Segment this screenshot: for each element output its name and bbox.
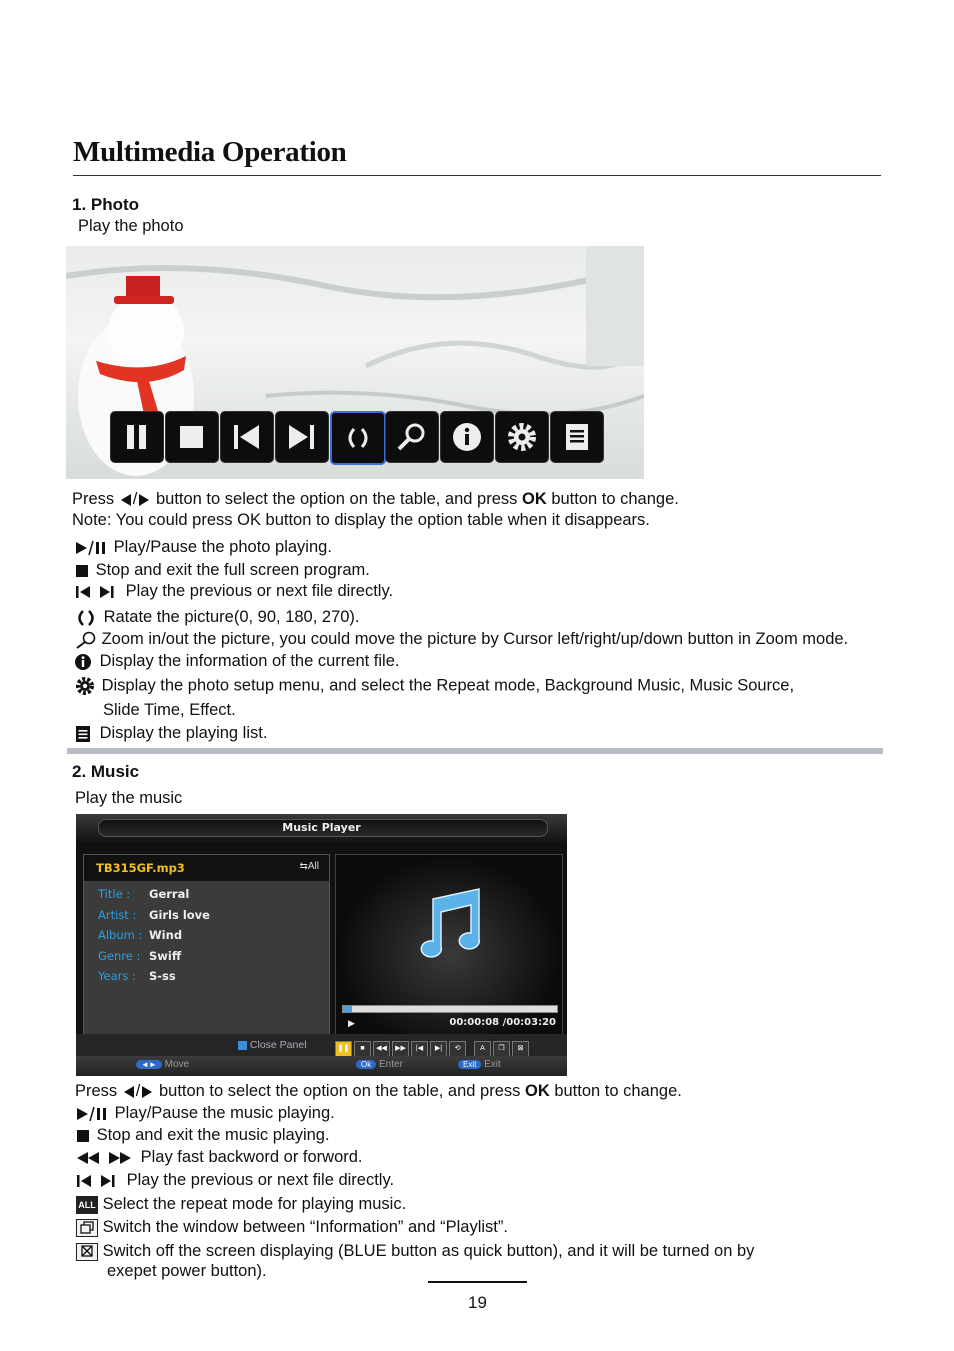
music-item-screen-off: Switch off the screen displaying (BLUE button as quick button), and it will be turned on by	[76, 1242, 754, 1261]
metadata-list	[98, 887, 210, 990]
section-separator	[67, 748, 883, 754]
metadata-label: Album :	[98, 928, 143, 942]
stop-icon	[76, 1129, 92, 1143]
pause-icon	[121, 421, 153, 453]
playlist-icon	[561, 421, 593, 453]
photo-heading: 1. Photo	[72, 195, 140, 214]
photo-item-zoom: Zoom in/out the picture, you could move the picture by Cursor left/right/up/down button in Zoom mode.	[75, 630, 848, 649]
page-number: 19	[468, 1293, 487, 1312]
play-indicator-icon: ▶	[348, 1018, 355, 1028]
fast-backward-button[interactable]	[373, 1041, 390, 1057]
music-item-prevnext: Play the previous or next file directly.	[76, 1171, 394, 1190]
page-title: Multimedia Operation	[73, 136, 347, 168]
toolbar-rotate-button[interactable]	[330, 411, 386, 465]
left-arrow-icon	[122, 1085, 136, 1099]
photo-item-rotate: Ratate the picture(0, 90, 180, 270).	[75, 608, 360, 627]
metadata-value: S-ss	[149, 969, 176, 983]
repeat-indicator: ⇆All	[299, 861, 319, 872]
stop-icon: ■	[360, 1045, 365, 1052]
music-item-screen-off-cont: exepet power button).	[107, 1262, 267, 1280]
photo-note: Note: You could press OK button to display the option table when it disappears.	[72, 511, 650, 529]
left-arrow-icon	[119, 493, 133, 507]
stop-button[interactable]	[354, 1041, 371, 1057]
toolbar-previous-button[interactable]	[220, 411, 274, 463]
metadata-row	[98, 949, 210, 970]
metadata-value: Wind	[149, 928, 183, 942]
photo-item-prevnext: Play the previous or next file directly.	[75, 582, 393, 601]
metadata-label: Genre :	[98, 948, 141, 963]
info-panel	[83, 854, 330, 1036]
fast-forward-button[interactable]	[392, 1041, 409, 1057]
blue-square-icon	[238, 1041, 247, 1050]
photo-item-playlist: Display the playing list.	[75, 724, 267, 743]
next-button[interactable]	[430, 1041, 447, 1057]
music-player-title: Music Player	[282, 821, 361, 834]
fast-backward-forward-icon	[76, 1150, 136, 1166]
metadata-row	[98, 969, 210, 990]
prev-next-icon	[76, 1173, 122, 1189]
photo-subheading: Play the photo	[78, 217, 184, 235]
switch-window-icon: ❐	[498, 1045, 505, 1052]
music-item-switch-window: Switch the window between “Information” and “Playlist”.	[76, 1218, 508, 1237]
playlist-icon	[75, 725, 95, 743]
repeat-button[interactable]	[449, 1041, 466, 1057]
fast-backward-icon: ◀◀	[376, 1045, 387, 1052]
exit-key: Exit	[458, 1060, 481, 1069]
repeat-all-icon: A	[480, 1045, 485, 1052]
info-icon	[451, 421, 483, 453]
music-item-playpause: Play/Pause the music playing.	[76, 1104, 335, 1123]
repeat-all-icon: ALL	[76, 1196, 98, 1214]
gear-icon	[506, 421, 538, 453]
photo-item-info: Display the information of the current file.	[75, 652, 400, 671]
fast-forward-icon: ▶▶	[395, 1045, 406, 1052]
artwork-panel	[335, 854, 563, 1036]
file-name: TB315GF.mp3	[96, 861, 185, 875]
music-controls	[335, 1037, 531, 1057]
toolbar-playlist-button[interactable]	[550, 411, 604, 463]
music-note-icon	[411, 885, 491, 965]
switch-window-button[interactable]	[493, 1041, 510, 1057]
gear-icon	[75, 676, 97, 696]
previous-icon	[231, 421, 263, 453]
photo-press-line: Press / button to select the option on the table, and press OK button to change.	[72, 490, 679, 508]
metadata-label: Years :	[98, 969, 136, 983]
stop-icon	[176, 421, 208, 453]
metadata-label: Artist :	[98, 907, 137, 922]
music-press-line: Press / button to select the option on the table, and press OK button to change.	[75, 1082, 682, 1100]
page-number-rule	[428, 1281, 527, 1283]
rotate-icon	[342, 422, 374, 454]
metadata-value: Swiff	[149, 948, 182, 963]
music-item-fast: Play fast backword or forword.	[76, 1148, 363, 1167]
ok-key: Ok	[356, 1060, 376, 1069]
info-icon	[75, 653, 95, 671]
music-item-repeat: ALL Select the repeat mode for playing music.	[76, 1195, 406, 1214]
toolbar-stop-button[interactable]	[165, 411, 219, 463]
stop-icon	[75, 564, 91, 578]
photo-screenshot	[66, 246, 644, 479]
pause-icon: ❚❚	[337, 1045, 350, 1052]
toolbar-zoom-button[interactable]	[385, 411, 439, 463]
prev-next-icon	[75, 584, 121, 600]
play-pause-icon	[75, 540, 109, 556]
photo-item-setup-cont: Slide Time, Effect.	[103, 701, 236, 719]
photo-item-setup: Display the photo setup menu, and select the Repeat mode, Background Music, Music Source,	[75, 676, 794, 696]
music-item-stop: Stop and exit the music playing.	[76, 1126, 330, 1145]
right-arrow-icon	[140, 1085, 154, 1099]
photo-item-stop: Stop and exit the full screen program.	[75, 561, 370, 580]
music-heading: 2. Music	[72, 762, 140, 781]
progress-bar[interactable]	[342, 1005, 558, 1013]
repeat-all-button[interactable]	[474, 1041, 491, 1057]
zoom-icon	[75, 631, 97, 649]
screen-off-icon	[76, 1243, 98, 1261]
metadata-row	[98, 928, 210, 949]
footer-hints: ◄► Move Ok Enter Exit Exit	[76, 1056, 567, 1076]
music-player-screenshot	[76, 814, 567, 1076]
play-pause-icon	[76, 1106, 110, 1122]
toolbar-pause-button[interactable]	[110, 411, 164, 463]
zoom-icon	[396, 421, 428, 453]
title-rule	[73, 175, 881, 176]
previous-button[interactable]	[411, 1041, 428, 1057]
metadata-row	[98, 908, 210, 929]
next-icon	[286, 421, 318, 453]
toolbar-next-button[interactable]	[275, 411, 329, 463]
pause-button[interactable]	[335, 1041, 352, 1057]
repeat-icon: ⇆	[299, 861, 308, 872]
previous-icon: |◀	[415, 1045, 424, 1052]
toolbar-info-button[interactable]	[440, 411, 494, 463]
time-display: 00:00:08 /00:03:20	[449, 1017, 556, 1028]
metadata-row	[98, 887, 210, 908]
rotate-icon	[75, 609, 99, 627]
switch-window-icon	[76, 1219, 98, 1237]
right-arrow-icon	[137, 493, 151, 507]
move-key: ◄►	[136, 1060, 162, 1069]
next-icon: ▶|	[434, 1045, 443, 1052]
screen-off-icon: ⊠	[517, 1045, 524, 1052]
screen-off-button[interactable]	[512, 1041, 529, 1057]
repeat-icon: ⟲	[454, 1045, 461, 1052]
music-subheading: Play the music	[75, 789, 183, 807]
close-panel-button[interactable]: Close Panel	[238, 1039, 307, 1051]
toolbar-setup-button[interactable]	[495, 411, 549, 463]
metadata-value: Gerral	[149, 887, 190, 901]
metadata-value: Girls love	[149, 907, 210, 922]
photo-item-playpause: Play/Pause the photo playing.	[75, 538, 332, 557]
metadata-label: Title :	[98, 887, 131, 901]
